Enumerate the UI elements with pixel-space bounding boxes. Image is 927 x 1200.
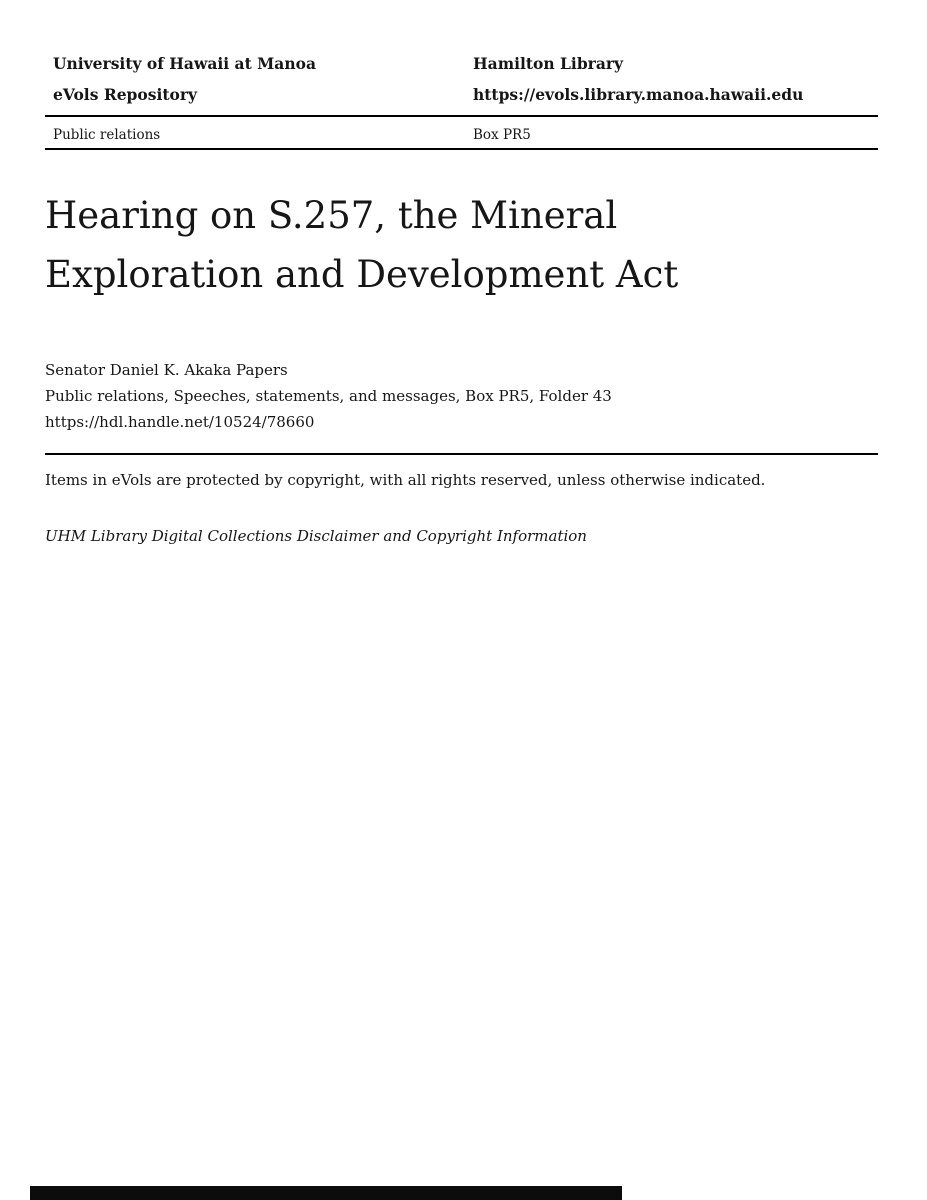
collection-name: Senator Daniel K. Akaka Papers [45,361,288,379]
footer-rule [45,453,878,455]
repository-name: eVols Repository [53,85,198,104]
copyright-notice: Items in eVols are protected by copyright, with all rights reserved, unless otherwise indicated. [45,471,766,489]
header-rule-bottom [45,148,878,150]
box-label: Box PR5 [473,127,531,143]
institution-name: University of Hawaii at Manoa [53,54,316,73]
handle-url-link[interactable]: https://hdl.handle.net/10524/78660 [45,413,315,431]
repository-header [45,48,878,150]
series-label: Public relations [53,127,161,143]
library-name: Hamilton Library [473,54,624,73]
repository-url-link[interactable]: https://evols.library.manoa.hawaii.edu [473,85,804,104]
citation-block [45,357,865,435]
disclaimer-link[interactable]: UHM Library Digital Collections Disclaimer and Copyright Information [45,527,587,545]
next-page-edge [30,1186,622,1200]
document-title: Hearing on S.257, the Mineral Exploration and Development Act [45,194,679,296]
citation-line: Public relations, Speeches, statements, and messages, Box PR5, Folder 43 [45,387,612,405]
